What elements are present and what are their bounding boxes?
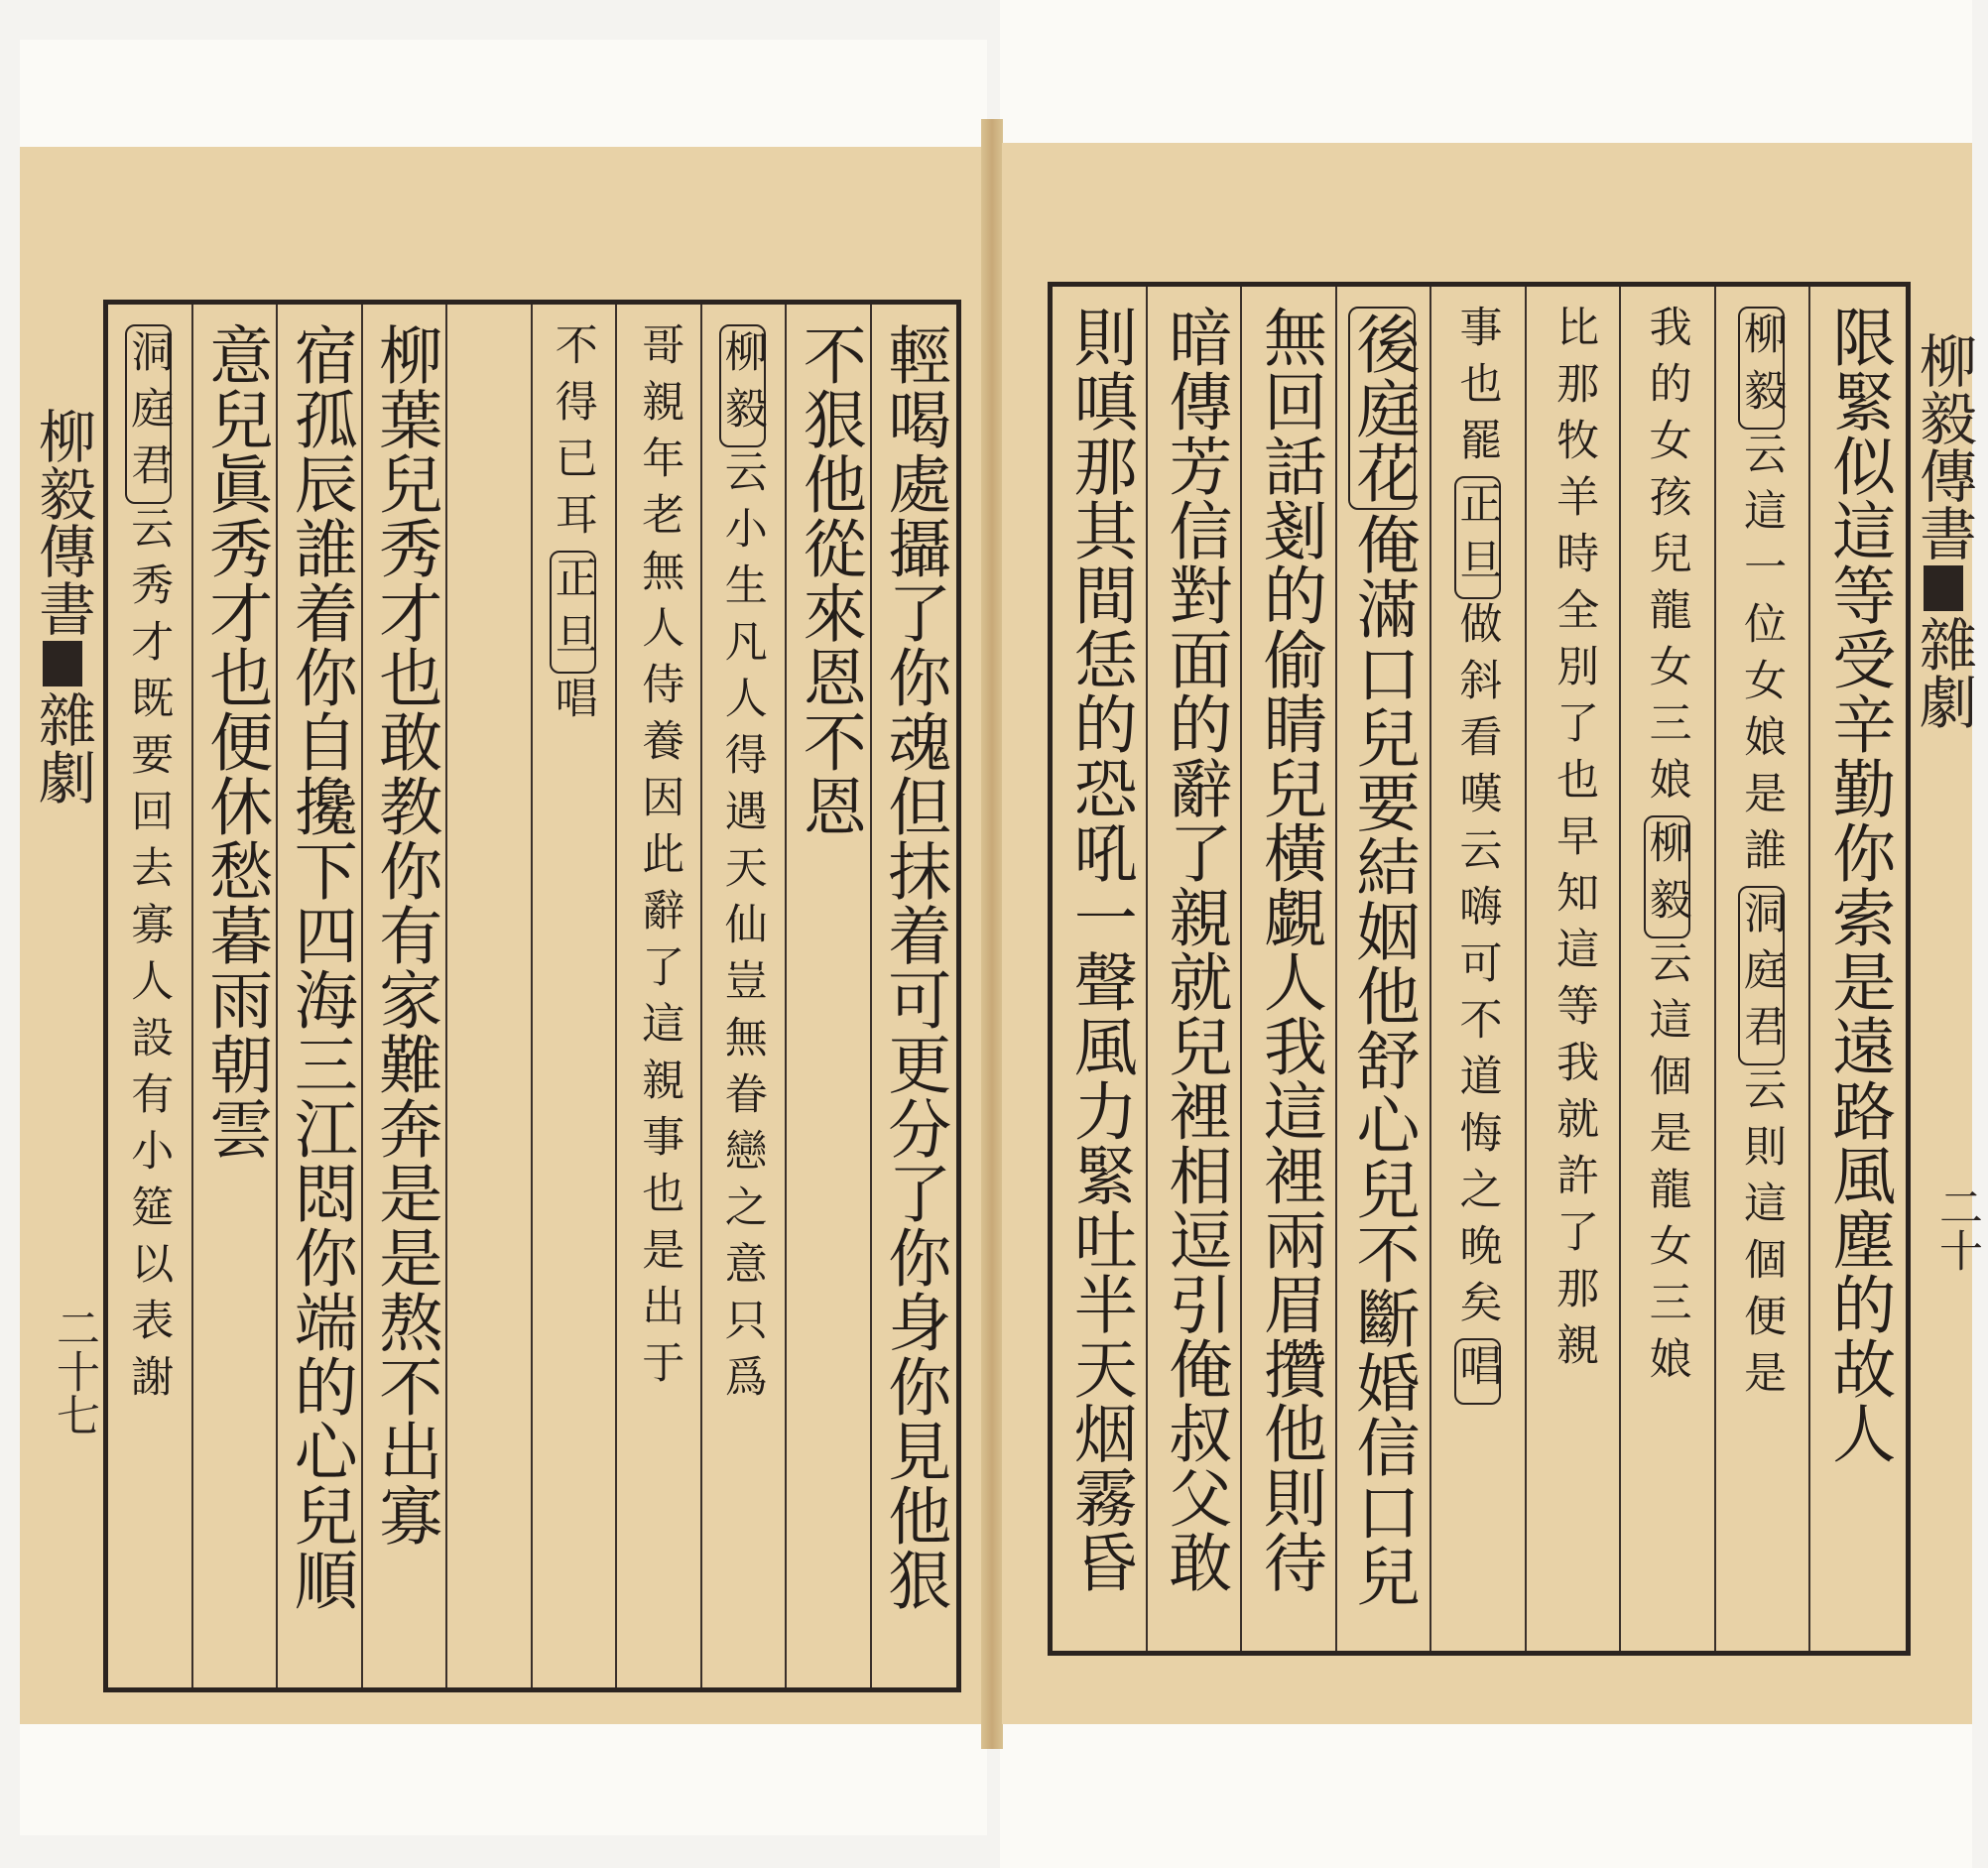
column-rule: [531, 305, 533, 1687]
text-column: [198, 322, 273, 1678]
text-column: [719, 322, 766, 1678]
text-column: [1644, 305, 1690, 1641]
column-text: 意兒眞秀才也便休愁暮雨朝雲: [198, 322, 273, 1161]
role-tag: 柳毅: [1644, 815, 1690, 938]
column-text: 則嗔那其間恁的恐吼一聲風力緊吐半天烟霧昏: [1062, 305, 1137, 1594]
column-rule: [1335, 287, 1337, 1651]
column-text: 事也罷: [1452, 305, 1503, 474]
left-page: [20, 147, 987, 1724]
column-text: 限緊似這等受辛勤你索是遠路風塵的故人: [1821, 305, 1896, 1465]
column-rule: [1619, 287, 1621, 1651]
role-tag: 後庭花: [1348, 307, 1416, 510]
text-column: [124, 322, 175, 1678]
text-column: [1737, 305, 1788, 1641]
right-margin-category: 雜劇: [1910, 615, 1977, 730]
fishtail-mark: [1924, 565, 1963, 611]
column-rule: [785, 305, 787, 1687]
right-text-frame: [1048, 282, 1911, 1656]
left-page-number: 二十七: [49, 1306, 99, 1436]
column-text: 輕喝處攝了你魂但抹着可更分了你身你見他狠: [877, 322, 951, 1612]
role-tag: 正旦: [1454, 476, 1501, 599]
text-column: [877, 322, 951, 1678]
column-text: 無回話剗的偷睛兒橫覷人我這裡兩眉攢他則待: [1252, 305, 1326, 1594]
column-text: 云這一位女娘是誰: [1737, 432, 1788, 884]
column-rule: [445, 305, 447, 1687]
column-rule: [1808, 287, 1810, 1651]
column-rule: [700, 305, 702, 1687]
role-tag: 洞庭君: [1738, 886, 1785, 1065]
right-columns: [1053, 287, 1906, 1651]
role-tag: 洞庭君: [125, 324, 172, 504]
column-text: 不狠他從來恩不恩: [792, 322, 866, 838]
column-rule: [191, 305, 193, 1687]
left-margin-title: [29, 407, 96, 806]
column-text: 唱: [548, 676, 598, 732]
column-rule: [1714, 287, 1716, 1651]
text-column: [550, 322, 596, 1678]
column-rule: [1429, 287, 1431, 1651]
column-text: 比那牧羊時全別了也早知這等我就許了那親: [1550, 305, 1600, 1379]
right-margin-title-text: 柳毅傳書: [1910, 331, 1977, 561]
role-tag: 柳毅: [719, 324, 766, 447]
text-column: [368, 322, 442, 1678]
column-rule: [276, 305, 278, 1687]
text-column: [1821, 305, 1896, 1641]
text-column: [1252, 305, 1326, 1641]
column-text: 宿孤辰誰着你自攙下四海三江悶你端的心兒順: [283, 322, 357, 1612]
column-rule: [1240, 287, 1242, 1651]
text-column: [792, 322, 866, 1678]
text-column: [283, 322, 357, 1678]
text-column: [1158, 305, 1232, 1641]
right-margin-title: [1910, 331, 1977, 730]
role-tag: 正旦: [550, 551, 596, 674]
left-margin-category: 雜劇: [29, 690, 96, 806]
right-page-number: 二十: [1931, 1184, 1982, 1272]
text-column: [635, 322, 685, 1678]
text-column: [1454, 305, 1501, 1641]
column-rule: [361, 305, 363, 1687]
column-text: 哥親年老無人侍養因此辭了這親事也是出于: [635, 322, 685, 1397]
book-gutter: [981, 119, 1003, 1749]
left-margin-title-text: 柳毅傳書: [29, 407, 96, 637]
column-text: 柳葉兒秀才也敢教你有家難奔是是熬不出寡: [368, 322, 442, 1548]
column-text: 暗傳芳信對面的辭了親就兒裡相逗引俺叔父敢: [1158, 305, 1232, 1594]
text-column: [1345, 305, 1420, 1641]
column-text: 云小生凡人得遇天仙豈無眷戀之意只爲: [717, 449, 768, 1411]
column-rule: [615, 305, 617, 1687]
role-tag: 唱: [1454, 1338, 1501, 1405]
column-rule: [1146, 287, 1148, 1651]
column-text: 做斜看嘆云嗨可不道悔之晚矣: [1452, 601, 1503, 1336]
column-text: 我的女孩兒龍女三娘: [1642, 305, 1692, 813]
fishtail-mark: [43, 641, 82, 686]
column-text: 云則這個便是: [1737, 1067, 1788, 1407]
left-text-frame: [103, 300, 961, 1692]
column-rule: [870, 305, 872, 1687]
left-columns: [108, 305, 956, 1687]
column-text: 不得已耳: [548, 322, 598, 549]
column-rule: [1525, 287, 1527, 1651]
role-tag: 柳毅: [1738, 307, 1785, 430]
column-text: 云秀才既要回去寡人設有小筵以表謝: [124, 506, 175, 1411]
text-column: [1550, 305, 1600, 1641]
right-page: [1002, 143, 1982, 1724]
text-column: [1062, 305, 1137, 1641]
column-text: 俺滿口兒要結姻他舒心兒不斷婚信口兒: [1345, 512, 1420, 1608]
column-text: 云這個是龍女三娘: [1642, 940, 1692, 1393]
